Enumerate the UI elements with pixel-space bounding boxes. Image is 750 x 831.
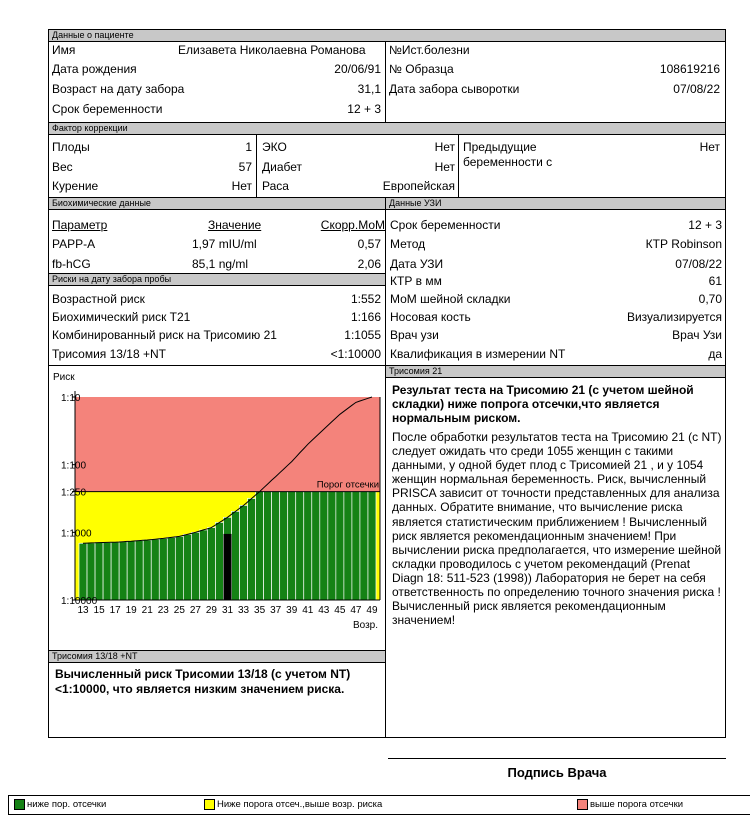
- usi-value: 07/08/22: [675, 257, 722, 271]
- serum-date-label: Дата забора сыворотки: [389, 82, 520, 96]
- y-tick-label: 1:10: [61, 393, 81, 404]
- biochem-col-param: Параметр: [52, 218, 108, 232]
- sample-number-label: № Образца: [389, 62, 454, 76]
- x-tick-label: 21: [141, 605, 153, 616]
- age-label: Возраст на дату забора: [52, 82, 185, 96]
- pregnancy-term-label: Срок беременности: [52, 102, 163, 116]
- usi-label: Дата УЗИ: [390, 257, 444, 271]
- previous-pregnancies-label-2: беременности с: [463, 155, 553, 169]
- birth-date-value: 20/06/91: [334, 62, 381, 76]
- age-risk-bar: [183, 534, 191, 600]
- legend-label-pink: выше порога отсечки: [590, 799, 684, 810]
- age-risk-bar: [296, 492, 304, 600]
- x-tick-label: 27: [189, 605, 201, 616]
- usi-label: Носовая кость: [390, 310, 471, 324]
- age-risk-bar: [215, 522, 223, 600]
- fetuses-label: Плоды: [52, 140, 90, 154]
- t21-result: Результат теста на Трисомию 21 (с учетом шейной складки) ниже попрога отсечки,что является нормальным риском.: [392, 383, 694, 426]
- patient-name-value: Елизавета Николаевна Романова: [178, 43, 366, 57]
- usi-value: 12 + 3: [688, 218, 722, 232]
- weight-label: Вес: [52, 160, 73, 174]
- age-risk-bar: [87, 543, 95, 600]
- weight-value: 57: [238, 160, 252, 174]
- x-tick-label: 43: [318, 605, 330, 616]
- x-tick-label: 17: [109, 605, 121, 616]
- x-axis-label: Возр.: [352, 620, 378, 631]
- age-risk-bar: [207, 528, 215, 600]
- t1318-header: Трисомия 13/18 +NT: [48, 650, 386, 663]
- chart-title: Риск: [53, 372, 75, 383]
- previous-pregnancies-label-1: Предыдущие: [463, 140, 537, 154]
- age-risk-bar: [151, 539, 159, 600]
- biochem-param: PAPP-A: [52, 237, 96, 251]
- legend-label-yellow: Ниже порога отсеч.,выше возр. риска: [217, 799, 383, 810]
- risk-label: Трисомия 13/18 +NT: [52, 347, 166, 361]
- correction-header: Фактор коррекции: [48, 122, 726, 135]
- y-tick-label: 1:1000: [61, 528, 92, 540]
- x-tick-label: 29: [205, 605, 218, 616]
- age-risk-bar: [240, 505, 248, 600]
- age-risk-bar: [288, 492, 296, 600]
- fetuses-value: 1: [245, 140, 252, 154]
- x-tick-label: 35: [254, 605, 266, 616]
- age-risk-bar: [256, 492, 264, 600]
- risk-label: Биохимический риск Т21: [52, 310, 191, 324]
- age-risk-bar: [328, 492, 336, 600]
- risk-value: 1:166: [350, 310, 381, 324]
- age-risk-bar: [191, 532, 199, 600]
- race-label: Раса: [262, 179, 289, 193]
- biochem-col-mom: Скорр.МоМ: [320, 218, 385, 232]
- usi-value: да: [708, 347, 722, 361]
- biochem-value: 85,1 ng/ml: [192, 257, 249, 271]
- age-risk-bar: [248, 499, 256, 601]
- usi-label: Метод: [390, 237, 426, 251]
- sample-number-value: 108619216: [659, 62, 720, 76]
- legend-swatch-green: [14, 799, 25, 810]
- patient-header: Данные о пациенте: [48, 29, 726, 42]
- age-risk-bar: [199, 530, 207, 600]
- previous-pregnancies-value: Нет: [699, 140, 720, 154]
- age-risk-bar: [312, 492, 320, 600]
- usi-label: Срок беременности: [390, 218, 501, 232]
- history-number-label: №Ист.болезни: [389, 43, 470, 57]
- age-risk-bar: [336, 492, 344, 600]
- divider: [458, 135, 459, 197]
- age-risk-bar: [79, 543, 87, 600]
- ivf-value: Нет: [434, 140, 455, 154]
- x-tick-label: 31: [221, 605, 234, 616]
- risk-chart: [49, 366, 385, 650]
- x-tick-label: 23: [157, 605, 169, 616]
- biochem-header: Биохимические данные: [48, 197, 386, 210]
- age-risk-bar: [103, 542, 111, 600]
- y-tick-label: 1:10000: [61, 596, 98, 607]
- legend-swatch-pink: [577, 799, 588, 810]
- age-risk-bar: [95, 543, 103, 600]
- legend-label-green: ниже пор. отсечки: [27, 799, 107, 810]
- biochem-param: fb-hCG: [52, 257, 91, 271]
- usi-value: 61: [708, 274, 722, 288]
- usi-value: 0,70: [698, 292, 722, 306]
- age-risk-bar: [320, 492, 328, 600]
- age-risk-bar: [360, 492, 368, 600]
- biochem-col-value: Значение: [208, 218, 262, 232]
- usi-header: Данные УЗИ: [385, 197, 726, 210]
- x-tick-label: 37: [270, 605, 282, 616]
- age-risk-bar: [280, 492, 288, 600]
- patient-name-label: Имя: [52, 43, 76, 57]
- legend-swatch-yellow: [204, 799, 215, 810]
- x-tick-label: 19: [125, 605, 137, 616]
- x-tick-label: 33: [237, 605, 250, 616]
- x-tick-label: 41: [302, 605, 314, 616]
- risk-label: Комбинированный риск на Трисомию 21: [52, 328, 277, 342]
- x-tick-label: 13: [77, 605, 89, 616]
- age-risk-bar: [119, 542, 127, 600]
- x-tick-label: 15: [93, 605, 105, 616]
- age-risk-bar: [344, 492, 352, 600]
- cutoff-label: Порог отсечки: [316, 479, 379, 491]
- age-risk-bar: [232, 511, 240, 600]
- age-value: 31,1: [357, 82, 381, 96]
- usi-value: КТР Robinson: [645, 237, 722, 251]
- x-tick-label: 47: [350, 605, 362, 616]
- age-risk-bar: [127, 541, 135, 600]
- t21-body: После обработки результатов теста на Трисомию 21 (с NT) следует ожидать что среди 1055 женщин с такими данными, у одной будет плод с Трисомией 21 , и у 1054 женщин нормальная беременность. Риск, вычисленный PRISCA зависит от точности представленных для анализа данных. Обратите внимание, что вычисление риска является статистическим приближением ! Вычисленный риск является рекомендационным значением! При вычислении риска предполагается, что измерение шейной складки проводилось с учетом рекомендаций (Prenat Diagn 18: 511-523 (1998)) Лаборатория не берет на себя ответственность по определению точного значения риска ! Вычисленный риск является рекомендационным значением!: [392, 430, 722, 628]
- race-value: Европейская: [382, 179, 455, 193]
- age-risk-bar: [175, 536, 183, 600]
- diabetes-label: Диабет: [262, 160, 303, 174]
- age-risk-bar: [167, 537, 175, 600]
- usi-label: КТР в мм: [390, 274, 442, 288]
- age-risk-bar: [264, 492, 272, 600]
- signature-label: Подпись Врача: [507, 765, 607, 780]
- x-tick-label: 49: [366, 605, 378, 616]
- divider: [256, 135, 257, 197]
- ivf-label: ЭКО: [262, 140, 287, 154]
- risk-value: 1:552: [350, 292, 381, 306]
- patient-risk-marker: [224, 534, 232, 600]
- age-risk-bar: [159, 538, 167, 600]
- smoking-label: Курение: [52, 179, 99, 193]
- biochem-mom: 0,57: [357, 237, 381, 251]
- pregnancy-term-value: 12 + 3: [347, 102, 381, 116]
- usi-label: Квалификация в измерении NT: [390, 347, 566, 361]
- usi-label: МоМ шейной складки: [390, 292, 511, 306]
- age-risk-bar: [368, 492, 376, 600]
- signature-line: [388, 758, 726, 759]
- y-tick-label: 1:250: [61, 487, 87, 499]
- risks-header: Риски на дату забора пробы: [48, 273, 386, 286]
- smoking-value: Нет: [231, 179, 252, 193]
- age-risk-bar: [143, 540, 151, 600]
- usi-value: Визуализируется: [626, 310, 722, 324]
- usi-value: Врач Узи: [672, 328, 722, 342]
- age-risk-bar: [111, 542, 119, 600]
- biochem-mom: 2,06: [357, 257, 381, 271]
- divider: [385, 42, 386, 122]
- biochem-value: 1,97 mIU/ml: [192, 237, 257, 251]
- usi-label: Врач узи: [390, 328, 439, 342]
- risk-label: Возрастной риск: [52, 292, 145, 306]
- risk-value: <1:10000: [330, 347, 381, 361]
- serum-date-value: 07/08/22: [673, 82, 720, 96]
- age-risk-bar: [304, 492, 312, 600]
- x-tick-label: 39: [286, 605, 298, 616]
- diabetes-value: Нет: [434, 160, 455, 174]
- high-risk-region: [75, 397, 380, 492]
- age-risk-bar: [352, 492, 360, 600]
- risk-value: 1:1055: [344, 328, 381, 342]
- y-tick-label: 1:100: [61, 460, 87, 472]
- t21-header: Трисомия 21: [385, 365, 726, 378]
- x-tick-label: 25: [173, 605, 185, 616]
- x-tick-label: 45: [334, 605, 346, 616]
- t1318-result: Вычисленный риск Трисомии 13/18 (с учетом NT) <1:10000, что является низким значением риска.: [55, 667, 351, 696]
- birth-date-label: Дата рождения: [52, 62, 137, 76]
- age-risk-bar: [135, 541, 143, 600]
- age-risk-bar: [272, 492, 280, 600]
